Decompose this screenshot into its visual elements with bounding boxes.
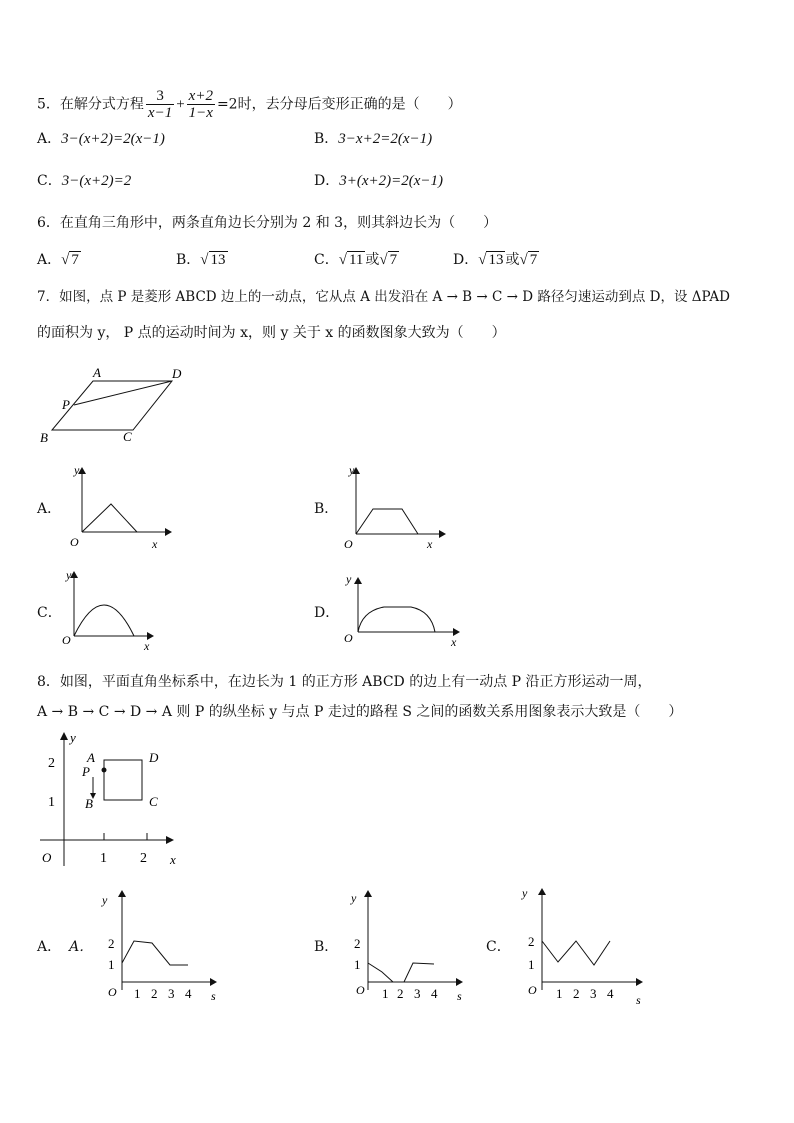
svg-text:1: 1: [100, 851, 107, 866]
q5-option-c[interactable]: C．3−(x+2)=2: [37, 173, 132, 189]
svg-text:O: O: [528, 983, 537, 997]
square-abcd: [104, 760, 142, 800]
svg-text:x: x: [152, 537, 158, 551]
svg-text:2: 2: [573, 986, 580, 1001]
svg-text:x: x: [170, 852, 176, 867]
sqrt-7: √ 7: [519, 252, 538, 268]
q8-graph-c[interactable]: [516, 880, 651, 1005]
sqrt-7: √ 7: [61, 252, 79, 268]
sqrt-7: √ 7: [379, 252, 398, 268]
label-b: B: [40, 430, 48, 445]
svg-text:4: 4: [431, 986, 438, 1001]
curve: [368, 963, 434, 982]
svg-text:x: x: [451, 635, 457, 649]
svg-text:2: 2: [354, 936, 361, 951]
q6-stem: 6．在直角三角形中，两条直角边长分别为 2 和 3，则其斜边长为（ ）: [37, 215, 498, 231]
svg-text:y: y: [522, 886, 528, 900]
q8-option-c[interactable]: C．: [486, 939, 511, 955]
svg-text:x: x: [427, 537, 433, 551]
svg-text:O: O: [108, 985, 117, 999]
svg-text:2: 2: [397, 986, 404, 1001]
svg-text:1: 1: [382, 986, 389, 1001]
svg-text:3: 3: [168, 986, 175, 1001]
svg-text:2: 2: [48, 756, 55, 771]
svg-text:y: y: [74, 463, 80, 477]
fraction-1: $\frac{3}{x-1}$: [147, 88, 173, 121]
q7-option-b[interactable]: B．: [314, 501, 339, 517]
svg-text:O: O: [70, 535, 79, 549]
svg-text:3: 3: [590, 986, 597, 1001]
svg-text:1: 1: [556, 986, 563, 1001]
q8-graph-a[interactable]: [96, 885, 231, 1005]
label-d: D: [172, 366, 182, 381]
q7-line1: 7．如图，点 P 是菱形 ABCD 边上的一动点，它从点 A 出发沿在 A → B → C → D 路径匀速运动到点 D，设 ΔPAD: [37, 289, 730, 305]
q6-option-c[interactable]: C．√ 11 或√ 7: [314, 252, 398, 268]
q5-option-b[interactable]: B．3−x+2=2(x−1): [314, 131, 433, 147]
q5-option-a[interactable]: A．3−(x+2)=2(x−1): [37, 131, 165, 147]
svg-text:y: y: [351, 891, 357, 905]
svg-text:y: y: [349, 463, 355, 477]
svg-text:1: 1: [354, 957, 361, 972]
q8-graph-b[interactable]: [342, 885, 477, 1005]
q8-line1: 8．如图，平面直角坐标系中，在边长为 1 的正方形 ABCD 的边上有一动点 P 沿正方形运动一周，: [37, 674, 652, 690]
svg-text:y: y: [66, 568, 72, 582]
q7-option-c[interactable]: C．: [37, 605, 62, 621]
q5-option-d[interactable]: D．3+(x+2)=2(x−1): [314, 173, 444, 189]
svg-text:3: 3: [414, 986, 421, 1001]
label-p: P: [62, 397, 70, 412]
svg-text:O: O: [344, 537, 353, 551]
svg-text:O: O: [62, 633, 71, 647]
sqrt-11: √ 11: [338, 252, 364, 268]
q7-line2: 的面积为 y， P 点的运动时间为 x，则 y 关于 x 的函数图象大致为（ ）: [37, 325, 506, 341]
q7-option-d[interactable]: D．: [314, 605, 340, 621]
svg-text:A: A: [87, 750, 95, 765]
svg-text:C: C: [149, 794, 158, 809]
sqrt-13: √ 13: [478, 252, 504, 268]
svg-text:1: 1: [528, 957, 535, 972]
svg-text:y: y: [70, 730, 76, 745]
label-c: C: [123, 429, 132, 444]
svg-text:x: x: [144, 639, 150, 653]
svg-text:4: 4: [607, 986, 614, 1001]
svg-text:D: D: [149, 750, 159, 765]
svg-text:1: 1: [108, 957, 115, 972]
svg-text:s: s: [636, 993, 641, 1007]
q8-line2: A → B → C → D → A 则 P 的纵坐标 y 与点 P 走过的路程 S 之间的函数关系用图象表示大致是（ ）: [37, 704, 683, 720]
svg-text:P: P: [82, 764, 90, 779]
q8-option-b[interactable]: B．: [314, 939, 339, 955]
svg-text:B: B: [85, 796, 93, 811]
label-a: A: [93, 365, 101, 380]
svg-text:O: O: [42, 850, 52, 865]
svg-text:2: 2: [528, 934, 535, 949]
curve: [542, 941, 610, 965]
svg-text:4: 4: [185, 986, 192, 1001]
svg-text:2: 2: [108, 936, 115, 951]
fraction-2: $\frac{x+2}{1-x}$: [188, 88, 213, 121]
q7-option-a[interactable]: A．: [37, 501, 62, 517]
q6-option-d[interactable]: D．√ 13 或√ 7: [453, 252, 538, 268]
svg-text:y: y: [102, 893, 108, 907]
point-p: [102, 768, 107, 773]
svg-text:O: O: [344, 631, 353, 645]
q5-stem: 5．在解分式方程 $\frac{3}{x-1}$ + $\frac{x+2}{1-x}$ =2时，去分母后变形正确的是（ ）: [37, 88, 462, 121]
svg-text:2: 2: [140, 851, 147, 866]
q8-option-a[interactable]: A． A．: [37, 939, 94, 955]
svg-text:O: O: [356, 983, 365, 997]
q6-option-a[interactable]: A．√ 7: [37, 252, 79, 268]
svg-text:y: y: [346, 572, 352, 586]
sqrt-13: √ 13: [200, 252, 226, 268]
svg-text:2: 2: [151, 986, 158, 1001]
q6-option-b[interactable]: B．√ 13: [176, 252, 226, 268]
curve: [122, 941, 188, 965]
svg-text:s: s: [457, 989, 462, 1003]
svg-text:1: 1: [48, 795, 55, 810]
svg-text:1: 1: [134, 986, 141, 1001]
svg-text:s: s: [211, 989, 216, 1003]
